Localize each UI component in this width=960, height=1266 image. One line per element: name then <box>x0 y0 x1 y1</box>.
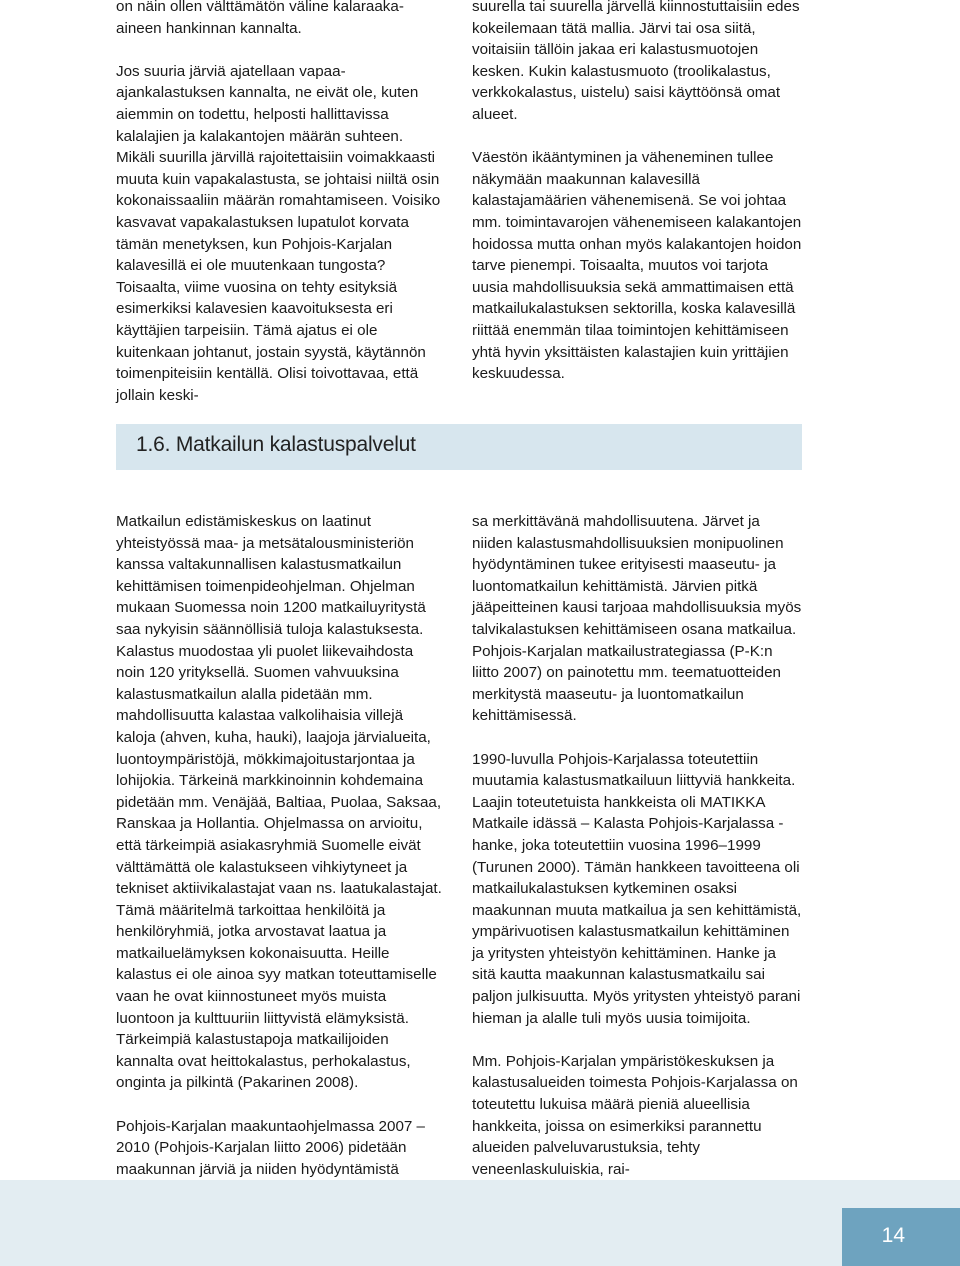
paragraph: on näin ollen välttämätön väline kalaraaka-aineen hankinnan kannalta. <box>116 0 404 37</box>
bottom-left-column <box>116 511 444 1202</box>
paragraph: sa merkittävänä mahdollisuutena. Järvet ja niiden kalastusmahdollisuuksien monipuolinen hyödyntäminen tukee erityisesti maaseutu- ja luontomatkailun kehittämistä. Järvien pitkä jääpeitteinen kausi tarjoaa mahdollisuuksia myös talvikalastuksen kehittämiseen osana matkailua. Pohjois-Karjalan matkailustrategiassa (P-K:n liitto 2007) on painotettu mm. teematuotteiden merkitystä maaseutu- ja luontomatkailun kehittämisessä. <box>472 513 802 725</box>
paragraph: Jos suuria järviä ajatellaan vapaa-ajankalastuksen kannalta, ne eivät ole, kuten aiemmin on todettu, helposti hallittavissa kalalajien ja kalakantojen määrän suhteen. Mikäli suurilla järvillä rajoitettaisiin voimakkaasti muuta kuin vapakalastusta, se johtaisi niiltä osin kokonaissaaliin määrän romahtamiseen. Voisiko kasvavat vapakalastuksen lupatulot korvata tämän menetyksen, kun Pohjois-Karjalan kalavesillä ei ole muutenkaan tungosta? Toisaalta, viime vuosina on tehty esityksiä esimerkiksi kalavesien kaavoituksesta eri käyttäjien tarpeisiin. Tämä ajatus ei ole kuitenkaan johtanut, jostain syystä, käytännön toimenpiteisiin kentällä. Olisi toivottavaa, että jollain keski- <box>116 62 441 404</box>
page-number-box <box>842 1208 960 1266</box>
top-right-column <box>472 0 802 385</box>
paragraph: Matkailun edistämiskeskus on laatinut yhteistyössä maa- ja metsätalousministeriön kanssa valtakunnallisen kalastusmatkailun kehittämisen toimenpideohjelman. Ohjelman mukaan Suomessa noin 1200 matkailuyritystä saa nykyisin säännöllisiä tuloja kalastuksesta. Kalastus muodostaa yli puolet liikevaihdosta noin 120 yrityksellä. Suomen vahvuuksina kalastusmatkailun alalla pidetään mm. mahdollisuutta kalastaa valkolihaisia villejä kaloja (ahven, kuha, hauki), laajoja järvialueita, luontoympäristöjä, mökkimajoitustarjontaa ja lohijokia. Tärkeinä markkinoinnin kohdemaina pidetään mm. Venäjää, Baltiaa, Puolaa, Saksaa, Ranskaa ja Hollantia. Ohjelmassa on arvioitu, että tärkeimpiä asiakasryhmiä Suomelle eivät välttämättä ole kalastukseen vihkiytyneet ja tekniset aktiivikalastajat vaan ns. laatukalastajat. Tämä määritelmä tarkoittaa henkilöitä ja henkilöryhmiä, jotka arvostavat laatua ja matkailuelämyksen kokonaisuutta. Heille kalastus ei ole ainoa syy matkan toteuttamiselle vaan he ovat kiinnostuneet myös muista luontoon ja kulttuuriin liittyvistä elämyksistä. Tärkeimpiä kalastustapoja matkailijoiden kannalta ovat heittokalastus, perhokalastus, onginta ja pilkintä (Pakarinen 2008). <box>116 513 442 1092</box>
page-number: 14 <box>881 1224 905 1247</box>
paragraph: 1990-luvulla Pohjois-Karjalassa toteutettiin muutamia kalastusmatkailuun liittyviä hankkeita. Laajin toteutetuista hankkeista oli MATIKKA Matkaile idässä – Kalasta Pohjois-Karjalassa - hanke, joka toteutettiin vuosina 1996–1999 (Turunen 2000). Tämän hankkeen tavoitteena oli matkailukalastuksen kytkeminen osaksi maakunnan muuta matkailua ja sen kehittämistä, ympärivuotisen kalastusmatkailun kehittäminen ja yritysten yhteistyön kehittäminen. Hanke ja sitä kautta maakunnan kalastusmatkailu sai paljon julkisuutta. Myös yritysten yhteistyö parani hieman ja alalle tuli myös uusia toimijoita. <box>472 750 802 1027</box>
top-left-column <box>116 0 444 406</box>
paragraph: suurella tai suurella järvellä kiinnostuttaisiin edes kokeilemaan tätä mallia. Järvi tai osa siitä, voitaisiin tällöin jakaa eri kalastusmuotojen kesken. Kukin kalastusmuoto (troolikalastus, verkkokalastus, uistelu) saisi käyttöönsä omat alueet. <box>472 0 800 123</box>
paragraph: Väestön ikääntyminen ja väheneminen tullee näkymään maakunnan kalavesillä kalastajamäärien vähenemisenä. Se voi johtaa mm. toimintavarojen vähenemiseen kalakantojen hoidossa mutta onhan myös kalakantojen hoidon tarve pienempi. Toisaalta, muutos voi tarjota uusia mahdollisuuksia sekä ammattimaisen että matkailukalastuksen sektorilla, koska kalavesillä riittää enemmän tilaa toimintojen kehittämiseen yhtä hyvin yksittäisten kalastajien kuin yrittäjien keskuudessa. <box>472 149 802 383</box>
footer-band <box>0 1180 960 1266</box>
section-title: 1.6. Matkailun kalastuspalvelut <box>136 433 416 456</box>
bottom-right-column <box>472 511 802 1180</box>
paragraph: Pohjois-Karjalan maakuntaohjelmassa 2007 – 2010 (Pohjois-Karjalan liitto 2006) pidetään maakunnan järviä ja niiden hyödyntämistä <box>116 1117 426 1178</box>
section-heading-bar <box>116 424 802 470</box>
paragraph: Mm. Pohjois-Karjalan ympäristökeskuksen ja kalastusalueiden toimesta Pohjois-Karjalassa on toteutettu lukuisa määrä pieniä alueellisia hankkeita, joissa on esimerkiksi parannettu alueiden palveluvarustuksia, tehty veneenlaskuluiskia, rai- <box>472 1052 798 1178</box>
